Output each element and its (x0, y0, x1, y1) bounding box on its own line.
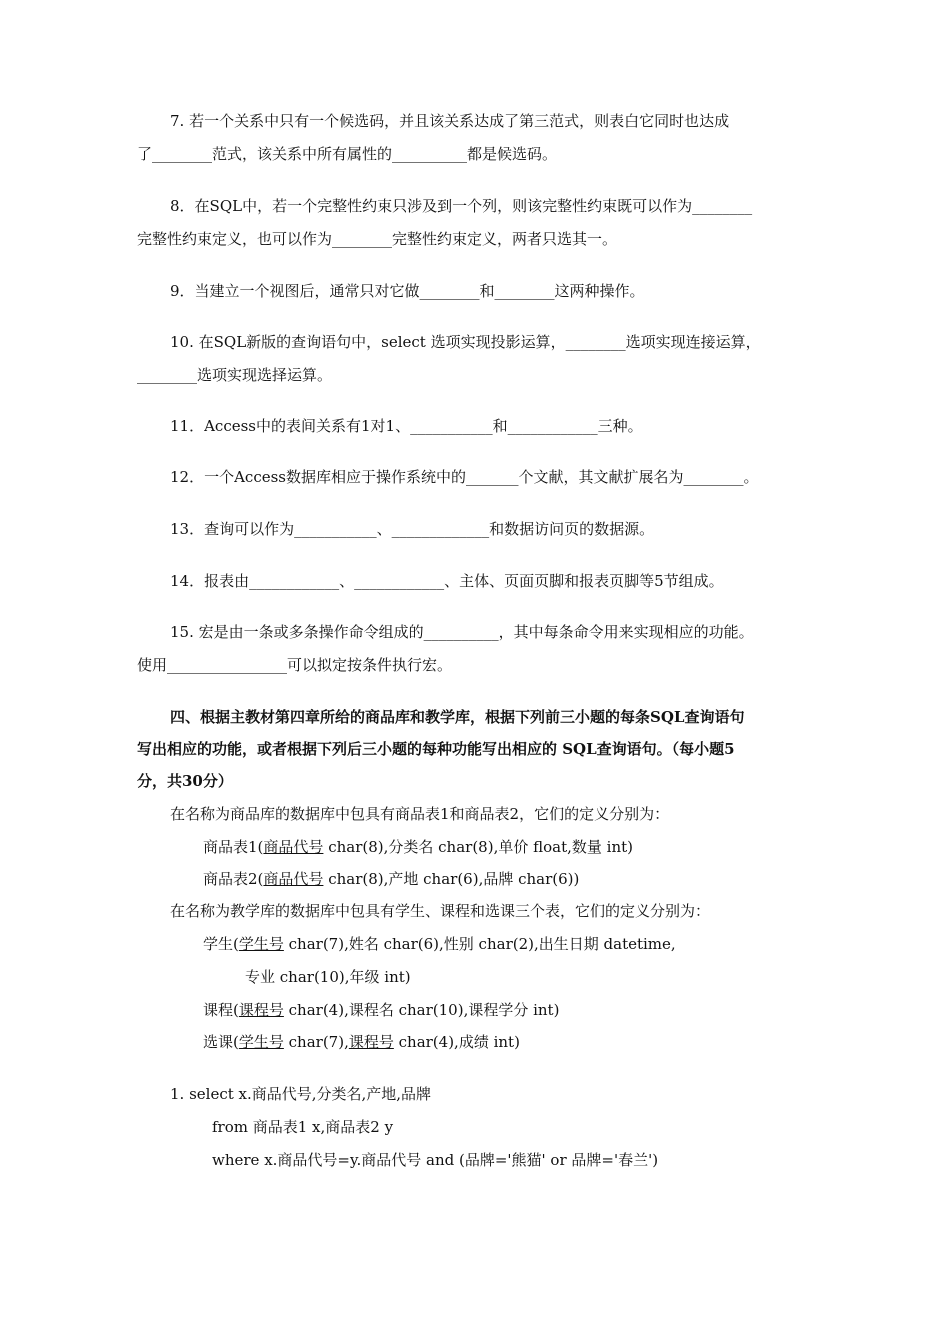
sql-query-1-line-2: from 商品表1 x,商品表2 y (212, 1118, 394, 1136)
question-15-line-1: 15. 宏是由一条或多条操作命令组成的__________，其中每条命令用来实现相应的功能。 (170, 623, 754, 641)
goods-table-2-primary-key: 商品代号 (263, 870, 324, 888)
student-table-primary-key: 学生号 (238, 935, 284, 953)
select-course-key-course: 课程号 (348, 1033, 394, 1051)
question-12-line-1: 12．一个Access数据库相应于操作系统中的_______个文献，其文献扩展名为________。 (170, 468, 759, 486)
question-15-line-2: 使用________________可以拟定按条件执行宏。 (137, 656, 453, 674)
select-course-key-student: 学生号 (238, 1033, 284, 1051)
goods-db-intro: 在名称为商品库的数据库中包具有商品表1和商品表2，它们的定义分别为： (170, 805, 670, 823)
section-4-heading-line-3: 分，共30分） (137, 772, 233, 790)
select-course-table-mid: char(7), (283, 1033, 349, 1051)
goods-table-2-columns: char(8),产地 char(6),品牌 char(6)) (323, 870, 580, 888)
goods-table-1-primary-key: 商品代号 (263, 838, 324, 856)
question-7-line-2: 了________范式，该关系中所有属性的__________都是候选码。 (137, 145, 558, 163)
course-table-definition (203, 999, 559, 1021)
question-8-line-2: 完整性约束定义，也可以作为________完整性约束定义，两者只选其一。 (137, 230, 618, 248)
course-table-primary-key: 课程号 (238, 1001, 284, 1019)
student-table-prefix: 学生( (203, 935, 239, 953)
question-8-line-1: 8．在SQL中，若一个完整性约束只涉及到一个列，则该完整性约束既可以作为________ (170, 197, 753, 215)
question-10-line-2: ________选项实现选择运算。 (137, 366, 333, 384)
select-course-table-prefix: 选课( (203, 1033, 239, 1051)
sql-query-1-line-3: where x.商品代号=y.商品代号 and (品牌='熊猫' or 品牌='春兰') (212, 1151, 659, 1169)
student-table-columns: char(7),姓名 char(6),性别 char(2),出生日期 datetime, (283, 935, 676, 953)
course-table-columns: char(4),课程名 char(10),课程学分 int) (283, 1001, 560, 1019)
goods-table-2-prefix: 商品表2( (203, 870, 264, 888)
goods-table-1-definition (203, 836, 633, 858)
question-10-line-1: 10. 在SQL新版的查询语句中，select 选项实现投影运算，________选项实现连接运算， (170, 333, 761, 351)
section-4-heading-line-2: 写出相应的功能，或者根据下列后三小题的每种功能写出相应的 SQL查询语句。（每小题5 (137, 740, 735, 758)
goods-table-2-definition (203, 868, 579, 890)
question-11-line-1: 11．Access中的表间关系有1对1、___________和____________三种。 (170, 417, 643, 435)
goods-table-1-columns: char(8),分类名 char(8),单价 float,数量 int) (323, 838, 633, 856)
section-4-heading-line-1: 四、根据主教材第四章所给的商品库和教学库，根据下列前三小题的每条SQL查询语句 (170, 708, 745, 726)
goods-table-1-prefix: 商品表1( (203, 838, 264, 856)
student-table-definition-cont: 专业 char(10),年级 int) (245, 968, 411, 986)
teaching-db-intro: 在名称为教学库的数据库中包具有学生、课程和选课三个表，它们的定义分别为： (170, 902, 711, 920)
question-9-line-1: 9．当建立一个视图后，通常只对它做________和________这两种操作。 (170, 282, 645, 300)
question-14-line-1: 14．报表由____________、____________、主体、页面页脚和报表页脚等5节组成。 (170, 572, 724, 590)
select-course-table-definition (203, 1031, 520, 1053)
question-13-line-1: 13．查询可以作为___________、_____________和数据访问页的数据源。 (170, 520, 655, 538)
question-7-line-1: 7. 若一个关系中只有一个候选码，并且该关系达成了第三范式，则表白它同时也达成 (170, 112, 730, 130)
select-course-table-columns: char(4),成绩 int) (393, 1033, 520, 1051)
student-table-definition (203, 933, 676, 955)
course-table-prefix: 课程( (203, 1001, 239, 1019)
sql-query-1-line-1: 1. select x.商品代号,分类名,产地,品牌 (170, 1085, 432, 1103)
